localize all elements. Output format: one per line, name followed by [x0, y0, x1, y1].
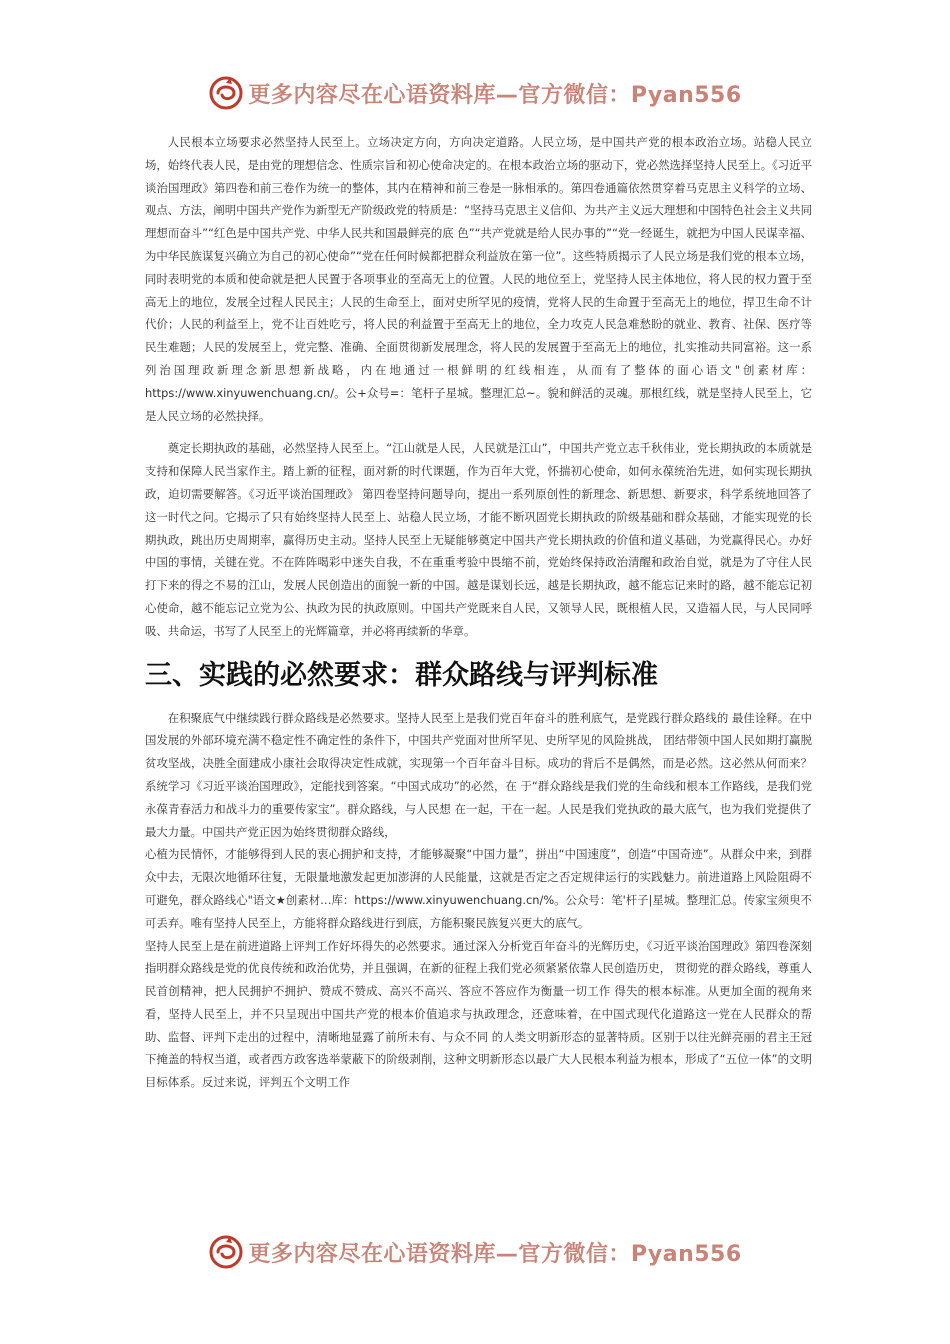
paragraph-long-term-governance: 奠定长期执政的基础，必然坚持人民至上。“江山就是人民，人民就是江山”，中国共产党立志千秋伟业，党长期执政的本质就是支持和保障人民当家作主。踏上新的征程，面对新的时代课题，作为百年大党，怀揣初心使命，如何永葆统治先进，如何实现长期执政，迫切需要解答。《习近平谈治国理政》 第四卷坚持问题导向，提出一系列原创性的新理念、新思想、新要求，科学系统地回答了这一时代之问。它揭示了只有始终坚持人民至上、站稳人民立场，才能不断巩固党长期执政的阶级基础和群众基础，才能实现党的长期执政，跳出历史周期率，赢得历史主动。坚持人民至上无疑能够奠定中国共产党长期执政的价值和道义基础，为党赢得民心。办好中国的事情，关键在党。不在阵阵喝彩中迷失自我，不在重重考验中畏缩不前，党始终保持政治清醒和政治自觉，就是为了守住人民打下来的得之不易的江山，发展人民创造出的面貌一新的中国。越是谋划长远，越是长期执政，越不能忘记来时的路，越不能忘记初心使命，越不能忘记立党为公、执政为民的执政原则。中国共产党既来自人民，又领导人民，既根植人民，又造福人民，与人民同呼吸、共命运，书写了人民至上的光辉篇章，并必将再续新的华章。	[145, 441, 812, 638]
header-banner	[0, 73, 950, 113]
swirl-logo-icon	[208, 1234, 244, 1270]
paragraph-evaluation-standard: 坚持人民至上是在前进道路上评判工作好坏得失的必然要求。通过深入分析党百年奋斗的光辉历史，《习近平谈治国理政》第四卷深刻指明群众路线是党的优良传统和政治优势，并且强调，在新的征程上我们党必须紧紧依靠人民创造历史， 贯彻党的群众路线，尊重人民首创精神，把人民拥护不拥护、赞成不赞成、高兴不高兴、答应不答应作为衡量一切工作 得失的根本标准。从更加全面的视角来看，坚持人民至上，并不只呈现出中国共产党的根本价值追求与执政理念，还意味着，在中国式现代化道路这一党在人民群众的帮助、监督、评判下走出的过程中，清晰地显露了前所未有、与众不同 的人类文明新形态的显著特质。区别于以往光鲜亮丽的君主王冠下掩盖的特权当道，或者西方政客选举蒙蔽下的阶级剥削，这种文明新形态以最广大人民根本利益为根本，形成了“五位一体”的文明目标体系。反过来说，评判五个文明工作	[145, 938, 812, 1090]
article-body	[145, 131, 812, 1094]
footer-banner	[0, 1232, 950, 1272]
paragraph-people-stance: 人民根本立场要求必然坚持人民至上。立场决定方向，方向决定道路。人民立场，是中国共产党的根本政治立场。站稳人民立场，始终代表人民，是由党的理想信念、性质宗旨和初心使命决定的。在根本政治立场的驱动下，党必然选择坚持人民至上。《习近平谈治国理政》第四卷和前三卷作为统一的整体，其内在精神和前三卷是一脉相承的。第四卷通篇依然贯穿着马克思主义科学的立场、观点、方法，阐明中国共产党作为新型无产阶级政党的特质是：“坚持马克思主义信仰、为共产主义远大理想和中国特色社会主义共同理想而奋斗”“红色是中国共产党、中华人民共和国最鲜亮的底 色”“共产党就是给人民办事的”“党一经诞生，就把为中国人民谋幸福、为中华民族谋复兴确立为自己的初心使命”“党在任何时候都把群众利益放在第一位”。这些特质揭示了人民立场是我们党的根本立场，同时表明党的本质和使命就是把人民置于各项事业的至高无上的位置。人民的地位至上，党坚持人民主体地位，将人民的权力置于至高无上的地位，发展全过程人民民主；人民的生命至上，面对史所罕见的疫情，党将人民的生命置于至高无上的地位，捍卫生命不计代价；人民的利益至上，党不让百姓吃亏，将人民的利益置于至高无上的地位，全力攻克人民急难愁盼的就业、教育、社保、医疗等民生难题；人民的发展至上，党完整、准确、全面贯彻新发展理念，将人民的发展置于至高无上的地位，扎实推动共同富裕。这一系列治国理政新理念新思想新战略，内在地通过一根鲜明的红线相连，从而有了整体的面心语文"创素材库：https://www.xinyuwenchuang.cn/。公+众号=：笔杆子星城。整理汇总~。貌和鲜活的灵魂。那根红线，就是坚持人民至上，它是人民立场的必然抉择。	[145, 135, 812, 423]
footer-banner-text: 更多内容尽在心语资料库—官方微信：Pyan556	[248, 1241, 742, 1267]
section-heading: 三、实践的必然要求：群众路线与评判标准	[145, 659, 658, 691]
header-banner-text: 更多内容尽在心语资料库—官方微信：Pyan556	[248, 82, 742, 108]
paragraph-mass-line: 在积聚底气中继续践行群众路线是必然要求。坚持人民至上是我们党百年奋斗的胜利底气，是党践行群众路线的 最佳诠释。在中国发展的外部环境充满不稳定性不确定性的条件下，中国共产党面对世所罕见、史所罕见的风险挑战， 团结带领中国人民如期打赢脱贫攻坚战，决胜全面建成小康社会取得决定性成就，实现第一个百年奋斗目标。成功的背后不是偶然，而是必然。这必然从何而来？系统学习《习近平谈治国理政》，定能找到答案。“中国式成功”的必然，在 于“群众路线是我们党的生命线和根本工作路线，是我们党永葆青春活力和战斗力的重要传家宝”。群众路线，与人民想 在一起，干在一起。人民是我们党执政的最大底气，也为我们党提供了最大力量。中国共产党正因为始终贯彻群众路线，	[145, 710, 812, 839]
paragraph-mass-line-continued: 心植为民情怀，才能够得到人民的衷心拥护和支持，才能够凝聚“中国力量”，拼出“中国速度”，创造“中国奇迹”。从群众中来，到群众中去，无限次地循环往复，无限量地激发起更加澎湃的人民能量，这就是否定之否定规律运行的实践魅力。前进道路上风险阻碍不可避免，群众路线心"语文★创素材…库：https://www.xinyuwenchuang.cn/%。公众号：笔'杆子|星城。整理汇总。传家宝须臾不可丢弃。唯有坚持人民至上，方能将群众路线进行到底，方能积聚民族复兴更大的底气。	[145, 847, 812, 930]
swirl-logo-icon	[208, 75, 244, 111]
